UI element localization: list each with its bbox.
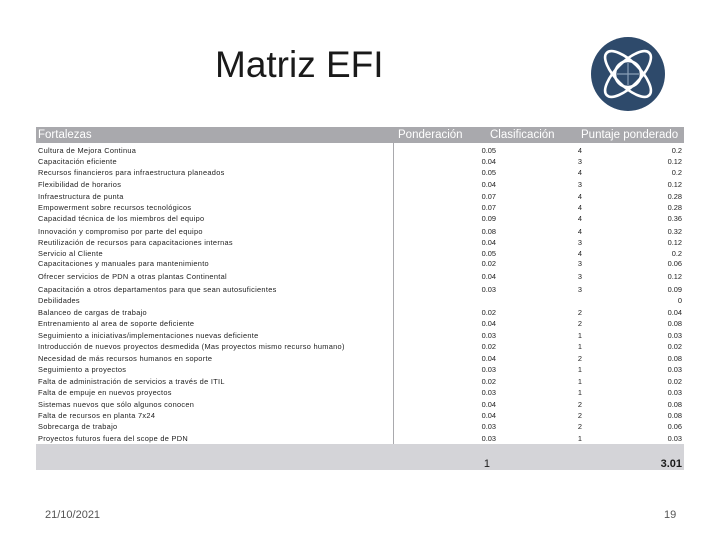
row-clasificacion: 4 [577,214,582,223]
row-puntaje: 0.06 [667,422,682,431]
row-puntaje: 0.28 [667,192,682,201]
row-puntaje: 0.03 [667,388,682,397]
row-ponderacion: 0.02 [481,342,496,351]
row-puntaje: 0.32 [667,227,682,236]
row-label: Ofrecer servicios de PDN a otras plantas Continental [38,272,227,281]
row-puntaje: 0.28 [667,203,682,212]
row-label: Capacitación a otros departamentos para que sean autosuficientes [38,285,277,294]
row-label: Cultura de Mejora Continua [38,146,137,155]
row-ponderacion: 0.05 [481,168,496,177]
row-label: Seguimiento a proyectos [38,365,127,374]
row-label: Introducción de nuevos proyectos desmedida (Mas proyectos mismo recurso humano) [38,342,345,351]
row-ponderacion: 0.09 [481,214,496,223]
row-label: Empowerment sobre recursos tecnológicos [38,203,192,212]
row-clasificacion: 4 [577,168,582,177]
row-label: Seguimiento a iniciativas/implementaciones nuevas deficiente [38,331,259,340]
row-puntaje: 0.02 [667,342,682,351]
row-clasificacion: 3 [577,272,582,281]
row-clasificacion: 3 [577,259,582,268]
row-label: Reutilización de recursos para capacitaciones internas [38,238,233,247]
row-puntaje: 0.08 [667,400,682,409]
row-label: Balanceo de cargas de trabajo [38,308,147,317]
header-puntaje-ponderado: Puntaje ponderado [581,129,679,141]
row-label: Sistemas nuevos que sólo algunos conocen [38,400,195,409]
row-puntaje: 0.08 [667,354,682,363]
row-label: Entrenamiento al area de soporte deficiente [38,319,195,328]
row-puntaje: 0.03 [667,365,682,374]
row-clasificacion: 2 [577,354,582,363]
row-ponderacion: 0.02 [481,377,496,386]
row-ponderacion: 0.07 [481,203,496,212]
row-ponderacion: 0.04 [481,319,496,328]
slide-title: Matriz EFI [215,44,384,85]
row-label: Debilidades [38,296,80,305]
row-puntaje: 0.2 [671,249,682,258]
row-ponderacion: 0.02 [481,308,496,317]
row-label: Falta de empuje en nuevos proyectos [38,388,172,397]
row-clasificacion: 4 [577,203,582,212]
row-puntaje: 0.02 [667,377,682,386]
row-label: Flexibilidad de horarios [38,180,122,189]
row-clasificacion: 3 [577,285,582,294]
row-puntaje: 0.08 [667,411,682,420]
row-label: Capacitaciones y manuales para mantenimiento [38,259,209,268]
row-clasificacion: 2 [577,400,582,409]
row-puntaje: 0.36 [667,214,682,223]
globe-logo-icon [590,36,666,112]
row-ponderacion: 0.05 [481,146,496,155]
row-clasificacion: 2 [577,319,582,328]
row-clasificacion: 4 [577,249,582,258]
row-ponderacion: 0.07 [481,192,496,201]
column-divider [393,127,394,470]
row-label: Necesidad de más recursos humanos en soporte [38,354,213,363]
footer-date: 21/10/2021 [45,509,101,521]
row-clasificacion: 4 [577,146,582,155]
row-label: Servicio al Cliente [38,249,103,258]
row-clasificacion: 3 [577,238,582,247]
row-puntaje: 0.03 [667,331,682,340]
row-clasificacion: 2 [577,308,582,317]
row-puntaje: 0.2 [671,168,682,177]
row-puntaje: 0 [677,296,682,305]
row-label: Falta de administración de servicios a través de ITIL [38,377,225,386]
row-clasificacion: 1 [577,342,582,351]
row-label: Capacidad técnica de los miembros del equipo [38,214,205,223]
row-clasificacion: 1 [577,331,582,340]
row-label: Recursos financieros para infraestructura planeados [38,168,225,177]
row-puntaje: 0.12 [667,238,682,247]
row-ponderacion: 0.03 [481,365,496,374]
row-ponderacion: 0.03 [481,285,496,294]
row-label: Proyectos futuros fuera del scope de PDN [38,434,189,443]
row-label: Capacitación eficiente [38,157,117,166]
header-clasificacion: Clasificación [490,129,555,141]
row-label: Infraestructura de punta [38,192,124,201]
row-clasificacion: 2 [577,422,582,431]
row-puntaje: 0.12 [667,272,682,281]
row-ponderacion: 0.03 [481,422,496,431]
row-ponderacion: 0.05 [481,249,496,258]
table-header [36,127,684,143]
totals-row [36,444,684,470]
row-ponderacion: 0.04 [481,157,496,166]
total-puntaje: 3.01 [660,458,682,470]
row-clasificacion: 4 [577,192,582,201]
row-ponderacion: 0.03 [481,331,496,340]
row-ponderacion: 0.03 [481,388,496,397]
row-puntaje: 0.12 [667,157,682,166]
row-ponderacion: 0.04 [481,238,496,247]
row-label: Innovación y compromiso por parte del equipo [38,227,203,236]
header-ponderacion: Ponderación [398,129,463,141]
row-puntaje: 0.04 [667,308,682,317]
row-ponderacion: 0.03 [481,434,496,443]
row-puntaje: 0.03 [667,434,682,443]
row-clasificacion: 1 [577,365,582,374]
row-puntaje: 0.06 [667,259,682,268]
row-label: Falta de recursos en planta 7x24 [38,411,156,420]
row-puntaje: 0.08 [667,319,682,328]
row-clasificacion: 4 [577,227,582,236]
row-puntaje: 0.2 [671,146,682,155]
row-ponderacion: 0.04 [481,354,496,363]
row-ponderacion: 0.08 [481,227,496,236]
row-label: Sobrecarga de trabajo [38,422,118,431]
row-clasificacion: 1 [577,434,582,443]
header-fortalezas: Fortalezas [38,129,92,141]
total-ponderacion: 1 [483,458,490,470]
row-ponderacion: 0.04 [481,411,496,420]
row-clasificacion: 1 [577,388,582,397]
row-clasificacion: 2 [577,411,582,420]
row-puntaje: 0.09 [667,285,682,294]
row-ponderacion: 0.04 [481,400,496,409]
row-puntaje: 0.12 [667,180,682,189]
row-clasificacion: 3 [577,180,582,189]
row-clasificacion: 3 [577,157,582,166]
row-ponderacion: 0.04 [481,272,496,281]
row-ponderacion: 0.04 [481,180,496,189]
row-ponderacion: 0.02 [481,259,496,268]
row-clasificacion: 1 [577,377,582,386]
page-number: 19 [664,509,677,521]
